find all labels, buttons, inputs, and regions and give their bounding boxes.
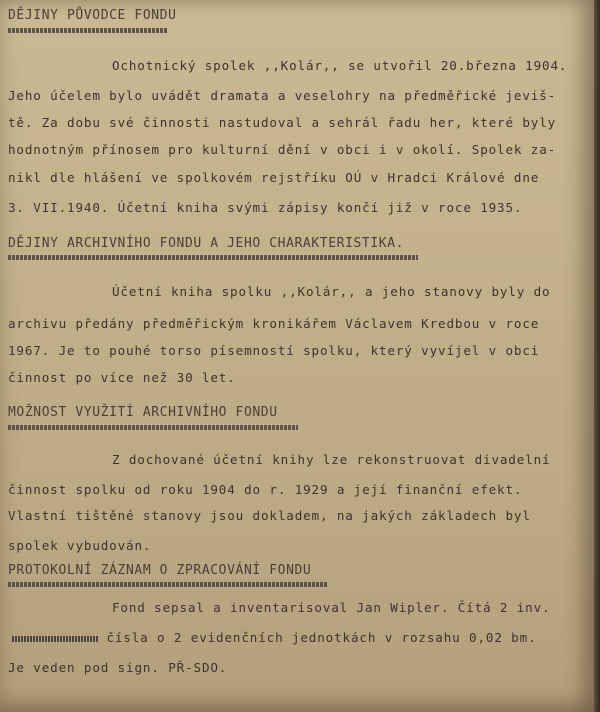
text-line: Vlastní tištěné stanovy jsou dokladem, na jakých základech byl	[8, 508, 531, 523]
text-line: Fond sepsal a inventarisoval Jan Wipler. Čítá 2 inv.	[112, 600, 551, 615]
text-line: činnost spolku od roku 1904 do r. 1929 a její finanční efekt.	[8, 482, 523, 497]
overtyped-strikeout	[12, 636, 98, 642]
heading-underline	[8, 582, 328, 587]
text-line: Z dochované účetní knihy lze rekonstruovat divadelní	[112, 452, 551, 467]
text-line: hodnotným přínosem pro kulturní dění v obci i v okolí. Spolek za-	[8, 142, 557, 157]
text-line: činnost po více než 30 let.	[8, 370, 236, 385]
text-line: 3. VII.1940. Účetní kniha svými zápisy končí již v roce 1935.	[8, 200, 523, 215]
text-line: spolek vybudován.	[8, 538, 152, 553]
text-line: čísla o 2 evidenčních jednotkách v rozsahu 0,02 bm.	[106, 630, 537, 645]
heading-underline	[8, 425, 298, 430]
page-edge-shadow	[594, 0, 600, 712]
section-heading-fond-history: DĚJINY ARCHIVNÍHO FONDU A JEHO CHARAKTERISTIKA.	[8, 236, 405, 251]
text-line: 1967. Je to pouhé torso písemností spolku, který vyvíjel v obci	[8, 343, 540, 358]
text-line: Ochotnický spolek ,,Kolár,, se utvořil 20.března 1904.	[112, 58, 568, 73]
heading-underline	[8, 28, 168, 33]
text-line: Je veden pod sign. PŘ-SDO.	[8, 660, 228, 675]
text-line-with-overtype	[12, 630, 536, 645]
text-line: archivu předány předměřickým kronikářem Václavem Kredbou v roce	[8, 316, 540, 331]
text-line: nikl dle hlášení ve spolkovém rejstříku OÚ v Hradci Králové dne	[8, 170, 540, 185]
heading-underline	[8, 255, 418, 260]
text-line: Jeho účelem bylo uvádět dramata a veselohry na předměřické jeviš-	[8, 88, 557, 103]
section-heading-originator-history: DĚJINY PŮVODCE FONDU	[8, 8, 177, 23]
section-heading-fond-usage: MOŽNOST VYUŽITÍ ARCHIVNÍHO FONDU	[8, 405, 278, 420]
text-line: tě. Za dobu své činnosti nastudoval a sehrál řadu her, které byly	[8, 115, 557, 130]
section-heading-processing-record: PROTOKOLNÍ ZÁZNAM O ZPRACOVÁNÍ FONDU	[8, 563, 312, 578]
text-line: Účetní kniha spolku ,,Kolár,, a jeho stanovy byly do	[112, 284, 551, 299]
